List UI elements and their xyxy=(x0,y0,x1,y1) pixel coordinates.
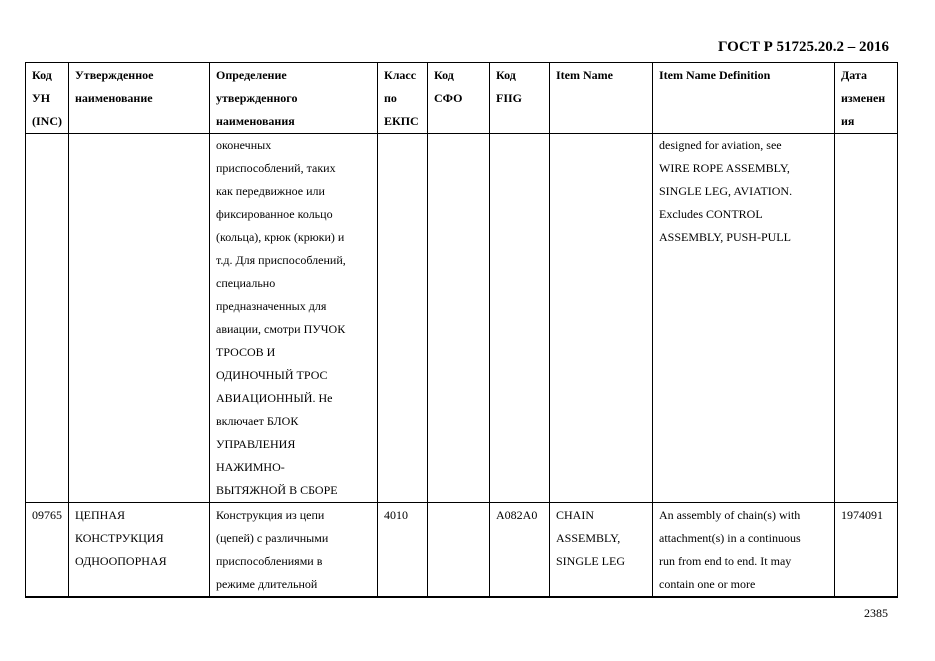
cell-definition: Конструкция из цепи (цепей) с различными приспособлениями в режиме длительной xyxy=(210,503,378,598)
cell-class xyxy=(378,134,428,503)
header-date: Дата изменен ия xyxy=(835,63,898,134)
cell-date xyxy=(835,134,898,503)
cell-fiig xyxy=(490,134,550,503)
cell-inc: 09765 xyxy=(26,503,69,598)
header-item-name: Item Name xyxy=(550,63,653,134)
cell-item-name: CHAIN ASSEMBLY, SINGLE LEG xyxy=(550,503,653,598)
table-row xyxy=(26,503,898,598)
header-class: Класс по ЕКПС xyxy=(378,63,428,134)
cell-approved-name: ЦЕПНАЯ КОНСТРУКЦИЯ ОДНООПОРНАЯ xyxy=(69,503,210,598)
cell-definition: оконечных приспособлений, таких как передвижное или фиксированное кольцо (кольца), крюк (крюки) и т.д. Для приспособлений, специально предназначенных для авиации, смотри ПУЧОК ТРОСОВ И ОДИНОЧНЫЙ ТРОС АВИАЦИОННЫЙ. Не включает БЛОК УПРАВЛЕНИЯ НАЖИМНО- ВЫТЯЖНОЙ В СБОРЕ xyxy=(210,134,378,503)
gost-table xyxy=(25,62,898,598)
cell-inc xyxy=(26,134,69,503)
cell-sfo xyxy=(428,134,490,503)
table-row xyxy=(26,134,898,503)
header-approved-name: Утвержденное наименование xyxy=(69,63,210,134)
header-sfo: Код СФО xyxy=(428,63,490,134)
cell-item-definition: An assembly of chain(s) with attachment(s) in a continuous run from end to end. It may contain one or more xyxy=(653,503,835,598)
header-definition: Определение утвержденного наименования xyxy=(210,63,378,134)
cell-sfo xyxy=(428,503,490,598)
cell-approved-name xyxy=(69,134,210,503)
header-fiig: Код FIIG xyxy=(490,63,550,134)
header-inc: Код УН (INC) xyxy=(26,63,69,134)
document-title: ГОСТ Р 51725.20.2 – 2016 xyxy=(717,39,889,55)
cell-date: 1974091 xyxy=(835,503,898,598)
cell-fiig: A082A0 xyxy=(490,503,550,598)
cell-class: 4010 xyxy=(378,503,428,598)
table-header-row xyxy=(26,63,898,134)
cell-item-name xyxy=(550,134,653,503)
cell-item-definition: designed for aviation, see WIRE ROPE ASSEMBLY, SINGLE LEG, AVIATION. Excludes CONTROL ASSEMBLY, PUSH-PULL xyxy=(653,134,835,503)
header-item-definition: Item Name Definition xyxy=(653,63,835,134)
page-number: 2385 xyxy=(864,606,888,620)
